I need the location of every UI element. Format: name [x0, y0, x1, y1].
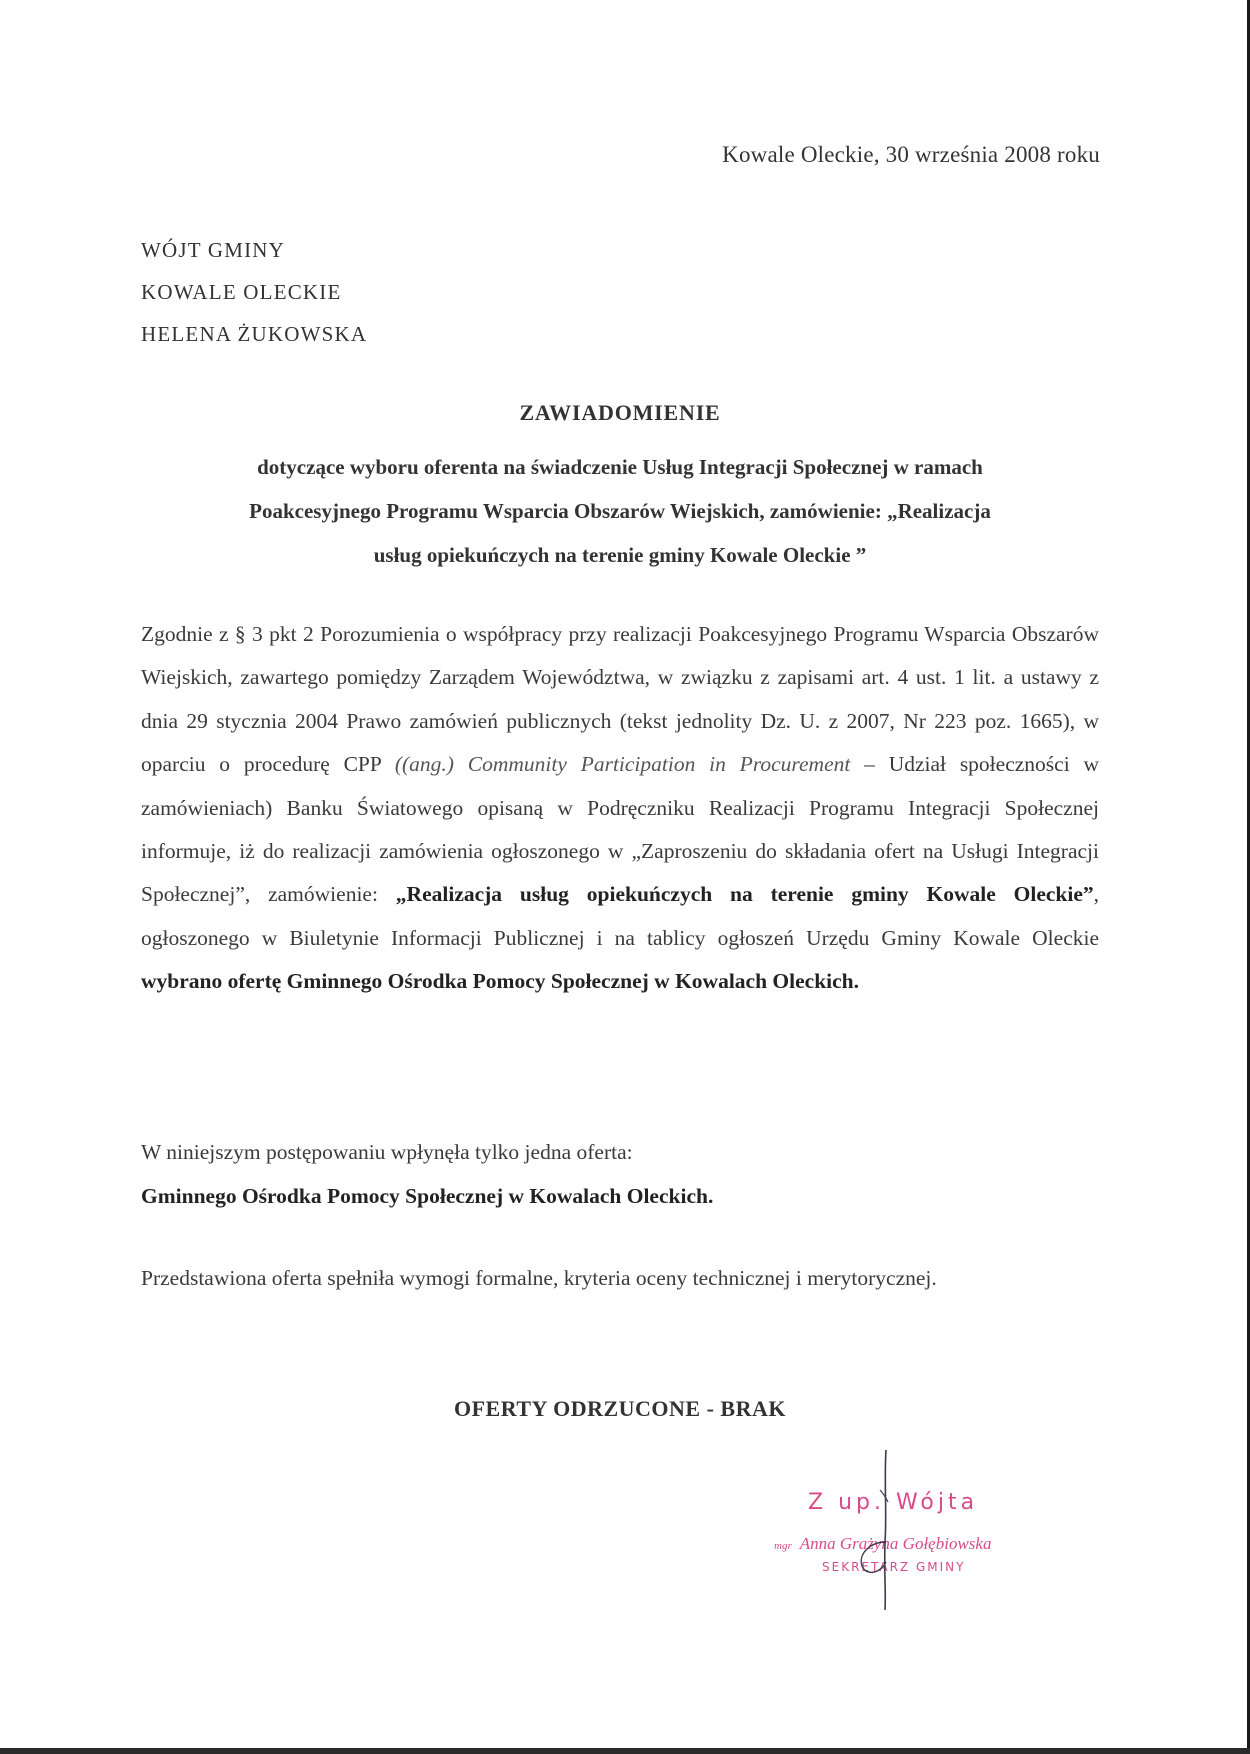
body-text-c: , ogłoszonego w Biuletynie Informacji Publicznej i na tablicy ogłoszeń Urzędu Gminy Kowale Oleckie: [141, 882, 1100, 950]
stamp-name: Anna Grażyna Gołębiowska: [799, 1534, 992, 1553]
stamp-prefix: mgr: [774, 1540, 792, 1552]
body-italic-cpp: ((ang.) Community Participation in Procurement: [394, 752, 851, 777]
subject-line-2: Poakcesyjnego Programu Wsparcia Obszarów Wiejskich, zamówienie: „Realizacja: [249, 499, 991, 523]
scan-edge-bottom: [0, 1748, 1250, 1754]
body-text-a: Zgodnie z § 3 pkt 2 Porozumienia o współpracy przy realizacji Poakcesyjnego Programu Wsparcia Obszarów Wiejskich, zawartego pomiędzy Zarządem Województwa, w związku z zapisami art. 4 ust. 1 lit. a ustawy z dnia 29 stycznia 2004 Prawo zamówień publicznych (tekst jednolity Dz. U. z 2007, Nr 223 poz. 1665), w oparciu o procedurę CPP: [141, 622, 1099, 777]
offer-intro: W niniejszym postępowaniu wpłynęła tylko jedna oferta:: [141, 1140, 633, 1164]
conclusion-text: Przedstawiona oferta spełniła wymogi formalne, kryteria oceny technicznej i merytorycznej.: [141, 1266, 937, 1290]
sender-line-3: HELENA ŻUKOWSKA: [141, 322, 368, 346]
offer-name-bold: Gminnego Ośrodka Pomocy Społecznej w Kowalach Oleckich.: [141, 1184, 714, 1208]
sender-line-1: WÓJT GMINY: [141, 238, 286, 262]
body-paragraph: [141, 613, 1099, 1004]
subject-line-3: usług opiekuńczych na terenie gminy Kowale Oleckie ”: [373, 543, 867, 567]
body-bold-order: „Realizacja usług opiekuńczych na terenie gminy Kowale Oleckie”: [395, 882, 1094, 907]
stamp-role: SEKRETARZ GMINY: [822, 1560, 966, 1574]
stamp-authority: Z up. Wójta: [808, 1490, 979, 1515]
offer-block: [141, 1130, 713, 1218]
document-title: ZAWIADOMIENIE: [519, 400, 721, 425]
sender-block: [141, 229, 367, 355]
body-text-b: – Udział społeczności w zamówieniach) Banku Światowego opisaną w Podręczniku Realizacji Programu Integracji Społecznej informuje, iż do realizacji zamówienia ogłoszonego w „Zaproszeniu do składania ofert na Usługi Integracji Społecznej”, zamówienie:: [141, 752, 1099, 907]
subject-line-1: dotyczące wyboru oferenta na świadczenie Usług Integracji Społecznej w ramach: [257, 455, 983, 479]
offer-name: [141, 1174, 713, 1218]
subject-block: [150, 445, 1090, 577]
handwritten-signature: [840, 1442, 920, 1612]
body-bold-selection: wybrano ofertę Gminnego Ośrodka Pomocy Społecznej w Kowalach Oleckich.: [141, 969, 860, 994]
sender-line-2: KOWALE OLECKIE: [141, 280, 342, 304]
rejected-offers-heading: OFERTY ODRZUCONE - BRAK: [454, 1396, 786, 1421]
date-line: Kowale Oleckie, 30 września 2008 roku: [722, 142, 1100, 167]
